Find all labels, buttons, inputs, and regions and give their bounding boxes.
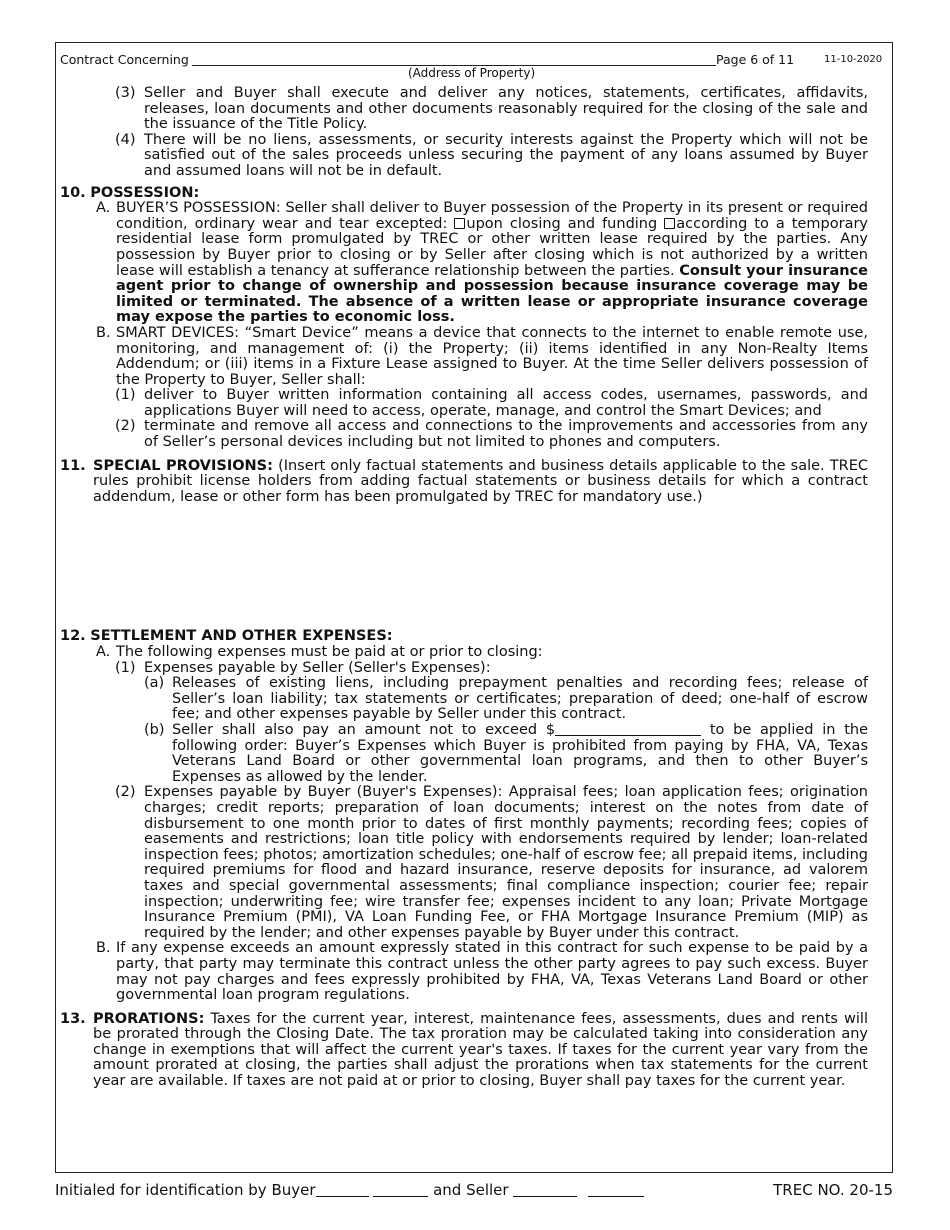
section-12-a-2: (2) Expenses payable by Buyer (Buyer's Expenses): Appraisal fees; loan application fees; origination charges; credit reports; preparation of loan documents; interest on the notes from date of disbursement to one month prior to dates of first monthly payments; recording fees; copies of easements and restrictions; loan title policy with endorsements required by lender; loan-related inspection fees; photos; amortization schedules; one-half of escrow fee; all prepaid items, including required premiums for flood and hazard insurance, reserve deposits for insurance, ad valorem taxes and special governmental assessments; final compliance inspection; courier fee; repair inspection; underwriting fee; wire transfer fee; expenses incident to any loan; Private Mortgage Insurance Premium (PMI), VA Loan Funding Fee, or FHA Mortgage Insurance Premium (MIP) as required by the lender; and other expenses payable by Buyer under this contract. [115,784,868,941]
form-date: 11-10-2020 [824,54,883,65]
section-10-b: B. SMART DEVICES: “Smart Device” means a device that connects to the internet to enable remote use, monitoring, and management of: (i) the Property; (ii) items identified in any Non-Realty Items Addendum; or (iii) items in a Fixture Lease assigned to Buyer. At the time Seller delivers possession of the Property to Buyer, Seller shall: [96,324,868,388]
section-12-a-1: (1) Expenses payable by Seller (Seller's Expenses): [115,659,491,676]
section-title: PRORATIONS: [93,1010,205,1027]
section-11: 11. SPECIAL PROVISIONS: (Insert only factual statements and business details applicable to the sale. TREC rules prohibit license holders from adding factual statements or business details for which a contract addendum, lease or other form has been promulgated by TREC for mandatory use.) [60,457,868,505]
special-provisions-space[interactable] [60,505,868,629]
section-10-b-2: (2) terminate and remove all access and connections to the improvements and accessories from any of Seller’s personal devices including but not limited to phones and computers. [115,418,868,451]
section-10-b-1: (1) deliver to Buyer written information containing all access codes, usernames, passwords, and applications Buyer will need to access, operate, manage, and control the Smart Devices; and [115,387,868,419]
address-of-property-label: (Address of Property) [408,66,536,80]
checkbox-upon-closing[interactable] [454,218,465,229]
seller-amount-field[interactable] [555,723,701,736]
section-title: SPECIAL PROVISIONS: [93,457,273,474]
page-header [60,52,888,82]
section-title: SETTLEMENT AND OTHER EXPENSES: [90,628,393,645]
initialed-buyer-label: Initialed for identification by Buyer [55,1181,316,1199]
buyer-initials-2[interactable] [373,1183,428,1197]
item-9-4: (4) There will be no liens, assessments, or security interests against the Property which will not be satisfied out of the sales proceeds unless securing the payment of any loans assumed by Buyer and assumed loans will not be in default. [115,131,868,179]
section-12-heading: 12. SETTLEMENT AND OTHER EXPENSES: [60,628,393,645]
buyer-initials-1[interactable] [316,1183,369,1197]
section-12-b: B. If any expense exceeds an amount expressly stated in this contract for such expense to be paid by a party, that party may terminate this contract unless the other party agrees to pay such excess. Buyer may not pay charges and fees expressly prohibited by FHA, VA, Texas Veterans Land Board or other governmental loan program regulations. [96,940,868,1004]
page-number: Page 6 of 11 [716,52,795,67]
seller-initials-1[interactable] [513,1183,577,1197]
section-10-heading: 10. POSSESSION: [60,184,200,201]
form-number: TREC NO. 20-15 [773,1181,893,1199]
item-9-3: (3) Seller and Buyer shall execute and deliver any notices, statements, certificates, affidavits, releases, loan documents and other documents reasonably required for the closing of the sale and the issuance of the Title Policy. [115,85,868,133]
document-body [60,86,868,1090]
section-12-a-1-b: (b) Seller shall also pay an amount not to exceed $ to be applied in the following order: Buyer’s Expenses which Buyer is prohibited from paying by FHA, VA, Texas Veterans Land Board or other governmental loan programs, and then to other Buyer’s Expenses as allowed by the lender. [144,722,868,785]
checkbox-temporary-lease[interactable] [664,218,675,229]
section-12-a: A. The following expenses must be paid at or prior to closing: [96,644,543,661]
section-12-a-1-a: (a) Releases of existing liens, including prepayment penalties and recording fees; release of Seller’s loan liability; tax statements or certificates; preparation of deed; one-half of escrow fee; and other expenses payable by Seller under this contract. [144,675,868,723]
seller-initials-2[interactable] [588,1183,644,1197]
contract-concerning-label: Contract Concerning [60,52,189,67]
section-13: 13. PRORATIONS: Taxes for the current year, interest, maintenance fees, assessments, dues and rents will be prorated through the Closing Date. The tax proration may be calculated taking into consideration any change in exemptions that will affect the current year's taxes. If taxes for the current year vary from the amount prorated at closing, the parties shall adjust the prorations when tax statements for the current year are available. If taxes are not paid at or prior to closing, Buyer shall pay taxes for the current year. [60,1010,868,1090]
section-10-a: A. BUYER’S POSSESSION: Seller shall deliver to Buyer possession of the Property in its present or required condition, ordinary wear and tear excepted: upon closing and funding according to a temporary residential lease form promulgated by TREC or other written lease required by the parties. Any possession by Buyer prior to closing or by Seller after closing which is not authorized by a written lease will establish a tenancy at sufferance relationship between the parties. Consult your insurance agent prior to change of ownership and possession because insurance coverage may be limited or terminated. The absence of a written lease or appropriate insurance coverage may expose the parties to economic loss. [96,200,869,326]
and-seller-label: and Seller [433,1181,509,1199]
section-title: POSSESSION: [90,184,200,201]
